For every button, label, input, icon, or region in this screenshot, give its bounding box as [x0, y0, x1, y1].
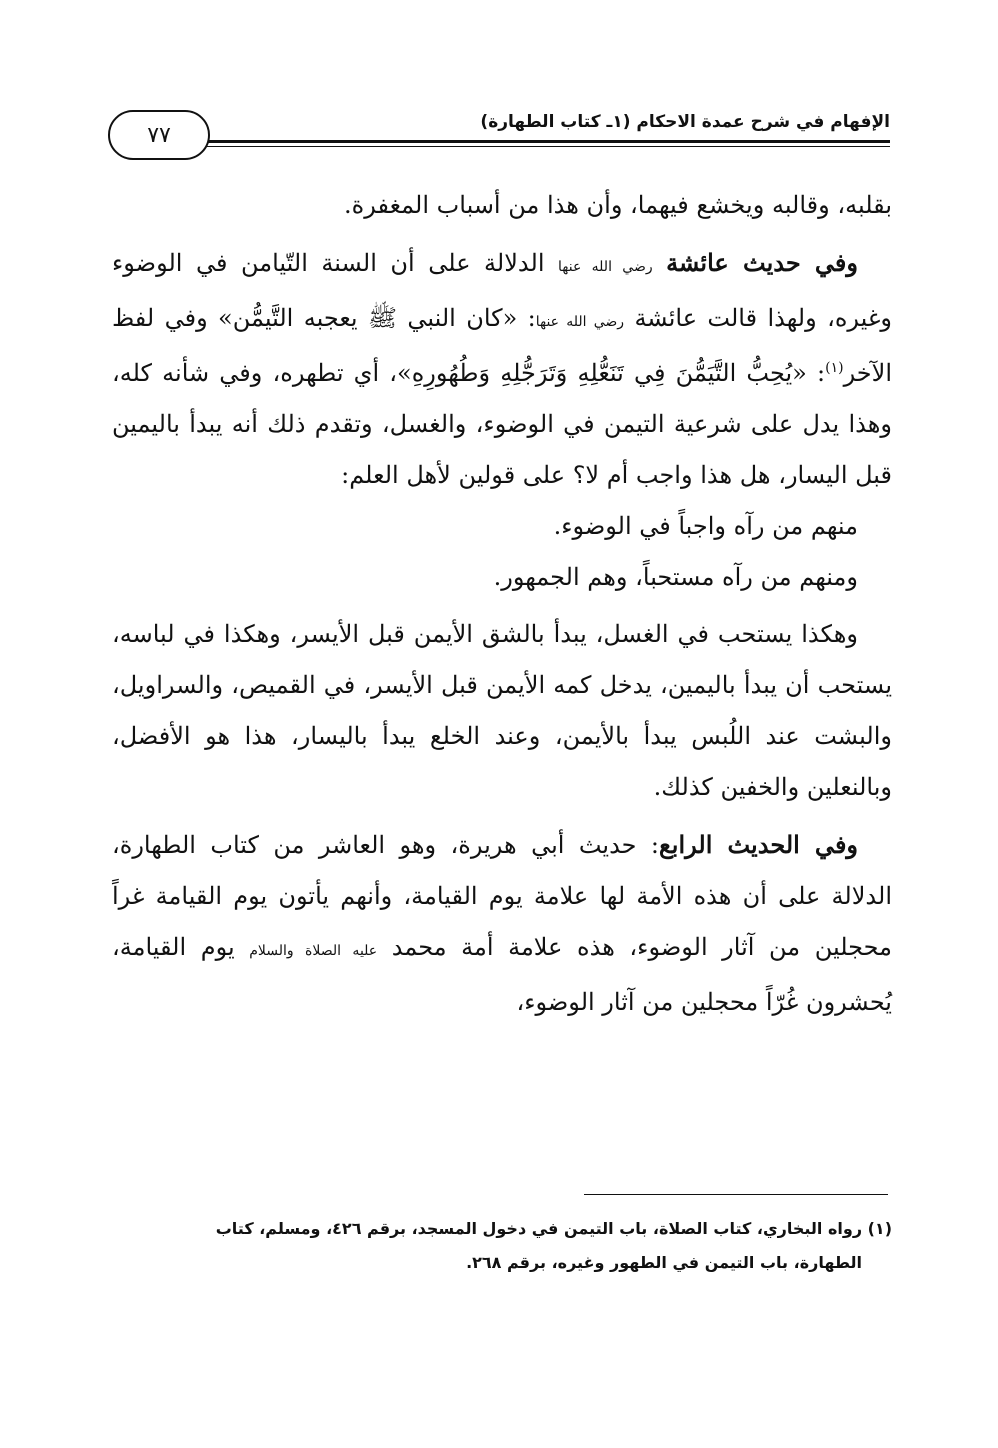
- paragraph-6-lead: وفي الحديث الرابع: [659, 830, 859, 859]
- paragraph-5: وهكذا يستحب في الغسل، يبدأ بالشق الأيمن قبل الأيسر، وهكذا في لباسه، يستحب أن يبدأ باليمين، يدخل كمه الأيمن قبل الأيسر، في القميص، والسراويل، والبشت عند اللُبس يبدأ بالأيمن، وعند الخلع يبدأ باليسار، هذا هو الأفضل، وبالنعلين والخفين كذلك.: [112, 620, 892, 801]
- running-title: الإفهام في شرح عمدة الاحكام (١ـ كتاب الطهارة): [480, 112, 890, 132]
- footnotes: [112, 1212, 892, 1280]
- honorific-1: رضي الله عنها: [558, 259, 653, 275]
- paragraph-6: [112, 819, 892, 1028]
- paragraph-4: ومنهم من رآه مستحباً، وهم الجمهور.: [493, 563, 858, 591]
- page-header: [108, 108, 890, 168]
- paragraph-6-text-end: يوم القيامة، يُحشرون غُرّاً محجلين من آثار الوضوء،: [112, 933, 892, 1016]
- paragraph-1: بقلبه، وقالبه ويخشع فيهما، وأن هذا من أسباب المغفرة.: [344, 191, 892, 219]
- paragraph-2-text-3: يعجبه التَّيمُّن» وفي لفظ الآخر: [112, 304, 892, 387]
- header-rule-thin: [204, 146, 890, 147]
- paragraph-3: منهم من رآه واجباً في الوضوء.: [553, 512, 858, 540]
- paragraph-2-text-2: : «كان النبي: [396, 304, 536, 332]
- honorific-2: رضي الله عنها: [535, 314, 625, 330]
- paragraph-2-lead: وفي حديث عائشة: [666, 248, 858, 277]
- page-number-badge: [108, 110, 210, 160]
- footnote-separator: [584, 1194, 888, 1195]
- paragraph-2-text-4: : «يُحِبُّ التَّيَمُّنَ فِي تَنَعُّلِهِ وَتَرَجُّلِهِ وَطُهُورِهِ»، أي تطهره، وفي شأنه كله، وهذا يدل على شرعية التيمن في الوضوء، والغسل، وتقدم ذلك أنه يبدأ باليمين قبل اليسار، هل هذا واجب أم لا؟ على قولين لأهل العلم:: [112, 359, 892, 489]
- footnote-marker: (١): [825, 360, 844, 376]
- header-rule-thick: [204, 140, 890, 143]
- main-text: [112, 180, 892, 1028]
- paragraph-6-text: : حديث أبي هريرة، وهو العاشر من كتاب الطهارة، الدلالة على أن هذه الأمة لها علامة يوم القيامة، وأنهم يأتون يوم القيامة غراً محجلين من آثار الوضوء، هذه علامة أمة محمد: [112, 831, 893, 961]
- honorific-3: ﷺ: [367, 304, 397, 332]
- paragraph-2: [112, 237, 892, 501]
- paragraph-2-text-1: الدلالة على أن السنة التّيامن في الوضوء وغيره، ولهذا قالت عائشة: [112, 249, 893, 332]
- page-number: ٧٧: [147, 122, 171, 148]
- honorific-4: عليه الصلاة والسلام: [249, 943, 378, 959]
- footnote-1-line-2: الطهارة، باب التيمن في الطهور وغيره، برقم ٢٦٨.: [466, 1253, 862, 1272]
- footnote-1-line-1: (١) رواه البخاري، كتاب الصلاة، باب التيمن في دخول المسجد، برقم ٤٢٦، ومسلم، كتاب: [215, 1219, 892, 1238]
